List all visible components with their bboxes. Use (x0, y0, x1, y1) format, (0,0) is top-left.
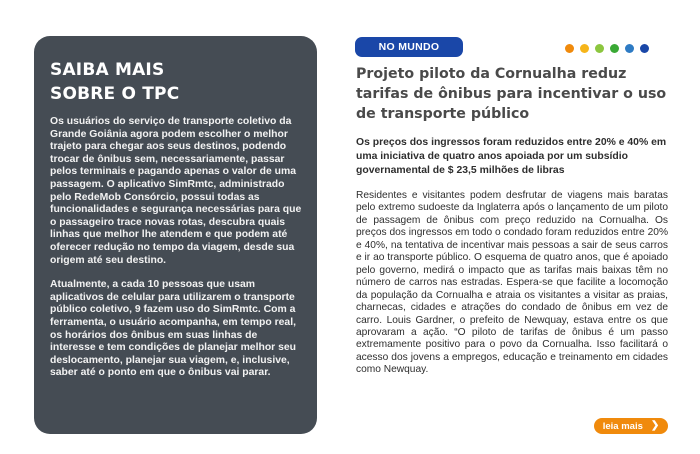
article-body: Residentes e visitantes podem desfrutar de viagens mais baratas pelo extremo sudoeste da Inglaterra após o lançamento de um piloto de passagem de ônibus com preço reduzido na Cornualha. Os preços dos ingressos em todo o condado foram reduzidos entre 20% e 40%, na tentativa de incentivar mais pessoas a sair de seus carros e ir ao transporte público. O esquema de quatro anos, que é apoiado pelo governo, medirá o impacto que as tarifas mais baixas têm no número de carros nas estradas. Espera-se que facilite a locomoção da população da Cornualha e atraia os visitantes a visitar as praias, charnecas, cidades e atrações do condado de ônibus em vez de carro. Louis Gardner, o prefeito de Newquay, estava entre os que aprovaram a ação. “O piloto de tarifas de ônibus é um passo extremamente positivo para o povo da Cornualha. Isso facilitará o acesso dos jovens a empregos, educação e treinamento em cidades como Newquay. (356, 190, 668, 376)
dot-light-blue (625, 44, 634, 53)
color-dots (565, 44, 649, 53)
sidebar-paragraph-1: Os usuários do serviço de transporte coletivo da Grande Goiânia agora podem escolher o melhor trajeto para chegar aos seus destinos, podendo trocar de ônibus sem, necessariamente, passar pelos terminais e pagando apenas o valor de uma passagem. O aplicativo SimRmtc, administrado pelo RedeMob Consórcio, possui todas as funcionalidades e segurança necessárias para que o passageiro trace novas rotas, descubra quais linhas que melhor lhe atendem e que podem até oferecer redução no tempo da viagem, desde sua origem até seu destino. (50, 116, 302, 266)
sidebar-paragraph-2: Atualmente, a cada 10 pessoas que usam aplicativos de celular para utilizarem o transporte público coletivo, 9 fazem uso do SimRmtc. Com a ferramenta, o usuário acompanha, em tempo real, os horários dos ônibus em suas linhas de interesse e tem condições de planejar melhor seu deslocamento, planejar sua viagem, e, inclusive, saber até o ponto em que o ônibus vai parar. (50, 279, 297, 379)
read-more-label: leia mais (602, 420, 643, 432)
article-headline: Projeto piloto da Cornualha reduz tarifas de ônibus para incentivar o uso de transporte público (356, 66, 667, 122)
dot-orange (565, 44, 574, 53)
dot-blue (640, 44, 649, 53)
dot-yellow (580, 44, 589, 53)
article-subtitle: Os preços dos ingressos foram reduzidos entre 20% e 40% em uma iniciativa de quatro anos apoiada por um subsídio governamental de $ 23,5 milhões de libras (356, 137, 667, 176)
sidebar-title-line2: SOBRE O TPC (50, 84, 180, 104)
section-badge: NO MUNDO (355, 37, 463, 57)
chevron-right-icon: ❯ (650, 420, 660, 431)
read-more-button[interactable] (594, 418, 668, 434)
dot-light-green (595, 44, 604, 53)
sidebar-title-line1: SAIBA MAIS (50, 60, 165, 80)
sidebar-title (50, 58, 305, 106)
info-sidebar (34, 36, 317, 434)
dot-green (610, 44, 619, 53)
